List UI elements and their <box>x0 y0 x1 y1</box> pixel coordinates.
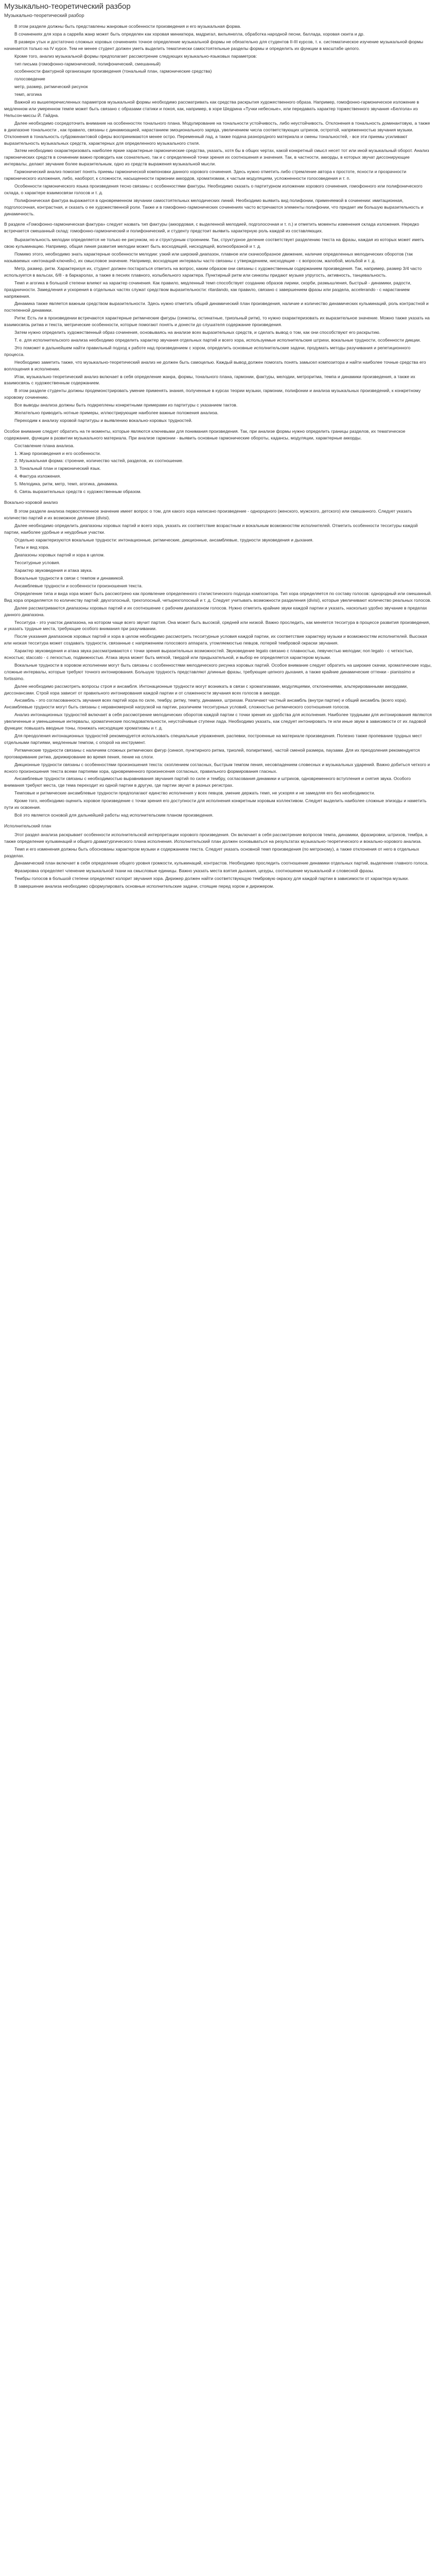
paragraph: Вокальные трудности в связи с темпом и динамикой. <box>14 575 125 581</box>
paragraph: В этом разделе студенты должны продемонстрировать умение применять знания, полученные в курсах теории музыки, гармонии, полифонии и анализа музыкальных произведений, к конкретному хоровому сочинению. <box>4 388 421 400</box>
paragraph: В завершение анализа необходимо сформулировать основные исполнительские задачи, стоящие перед хором и дирижером. <box>14 884 274 889</box>
paragraph: Тесситурные условия. <box>14 560 60 566</box>
paragraph: Гармонический анализ помогает понять приемы гармонической компоновки данного хорового сочинения. Здесь нужно отметить либо стремление автора к простоте, ясности и прозрачности гармонического изложения, либо, наоборот, к сложности, насыщенности гармонии аккордов, хроматизмам, к частым модуляциям, усложненности голосоведения и т. п. <box>4 169 407 181</box>
paragraph: Составление плана анализа. <box>14 443 75 448</box>
paragraph: Это поможет в дальнейшем найти правильный подход к работе над произведением с хором, определить основные исполнительские задачи, продумать методы разучивания и репетиционного процесса. <box>4 345 411 357</box>
paragraph: Далее необходимо рассмотреть вопросы строя и ансамбля. Интонационные трудности могут возникать в связи с хроматизмами, модуляциями, отклонениями, альтерированными аккордами, диссонансами. Строй хора зависит от правильного интонирования каждой партии и от слаженности звучания всех голосов в аккорде. <box>4 683 408 696</box>
paragraph: Характер звуковедения и атака звука. <box>14 568 93 573</box>
paragraph: Т. е. для исполнительского анализа необходимо определить характер звучания отдельных партий и всего хора, используемые исполнительские штрихи, вокальные трудности, особенности дикции. <box>14 337 421 343</box>
paragraph: После указания диапазонов хоровых партий и хора в целом необходимо рассмотреть тесситурные условия каждой партии, их соответствие характеру музыки и возможностям исполнителей. Высокая или низкая тесситура может создавать трудности, связанные с напряжением голосового аппарата, утомляемостью певцов, потерей тембровой окраски звучания. <box>4 634 427 646</box>
paragraph: В разверн утых и достаточно сложных хоровых сочинениях точное определение музыкальной формы не обязательно для студентов II-III курсов, т. к. систематическое изучение музыкальной формы начинается только на IV курсе. Тем не менее студент должен уметь выделить тематически самостоятельные разделы формы и определить их функции в масштабе целого. <box>4 39 424 51</box>
paragraph: Желательно приводить нотные примеры, иллюстрирующие наиболее важные положения анализа. <box>14 410 219 416</box>
paragraph: Для преодоления интонационных трудностей рекомендуется использовать специальные упражнения, распевки, построенные на материале произведения. Полезно также пропевание трудных мест отдельными партиями, медленным темпом, с опорой на инструмент. <box>4 733 422 745</box>
paragraph: темп, агогика <box>14 92 42 97</box>
paragraph: Итак, музыкально-теоретический анализ включает в себя определение жанра, формы, тонального плана, гармонии, фактуры, мелодии, метроритма, темпа и динамики произведения, а также их взаимосвязь с художественным содержанием. <box>4 374 415 386</box>
paragraph: Типы и вид хора. <box>14 545 49 550</box>
paragraph: 5. Мелодика, ритм, метр, темп, агогика, динамика. <box>14 481 118 487</box>
section-heading: Исполнительский план <box>4 823 51 828</box>
paragraph: Кроме того, необходимо оценить хоровое произведение с точки зрения его доступности для исполнения конкретным хоровым коллективом. Следует выделить наиболее сложные эпизоды и наметить пути их освоения. <box>4 798 427 810</box>
document-page <box>0 0 436 894</box>
paragraph: Особое внимание следует обратить на те моменты, которые являются ключевыми для понимания произведения. Так, при анализе формы нужно определить границы разделов, их тематическое содержание, функции в развитии музыкального материала. При анализе гармонии - выявить основные гармонические обороты, кадансы, модуляции, характерные аккорды. <box>4 428 406 440</box>
paragraph: 6. Связь выразительных средств с художественным образом. <box>14 489 142 495</box>
paragraph: Динамический план включает в себя определение общего уровня громкости, кульминаций, контрастов. Необходимо проследить соотношение динамики отдельных партий, выделение главного голоса. <box>14 860 429 866</box>
paragraph: Динамика также является важным средством выразительности. Здесь нужно отметить общий динамический план произведения, наличие и количество динамических кульминаций, роль контрастной и постепенной динамики. <box>4 301 429 313</box>
document-body <box>4 23 432 890</box>
paragraph: Затем необходимо охарактеризовать наиболее яркие характерные гармонические средства, указать, хотя бы в общих чертах, какой конкретный смысл несет тот или иной музыкальный оборот. Анализ гармонических средств в сочинении важно проводить как сознательно, так и с определенной точки зрения их соотношения и значения. Так, в частности, аккорды, в которых звучат диссонирующие интервалы, делают звучание более выразительным, одно из средств выражения музыкальной мысли. <box>4 148 429 167</box>
paragraph: Затем нужно определить художественный образ сочинения, основываясь на анализе всех выразительных средств, и сделать вывод о том, как они способствуют его раскрытию. <box>14 330 381 335</box>
paragraph: Метр, размер, ритм. Характеризуя их, студент должен постараться ответить на вопрос, каким образом они связаны с художественным содержанием произведения. Так, например, размер 3/4 часто используется в вальсах, 6/8 - в баркаролах, а также в песнях плавного, колыбельного характера. Пунктирный ритм или синкопы придают музыке упругость, активность, танцевальность. <box>4 265 422 278</box>
paragraph: Ритм: Есть ли в произведении встречаются характерные ритмические фигуры (синкопы, остинатные, триольный ритм), то нужно охарактеризовать их выразительное значение. Можно также указать на взаимосвязь ритма и текста, метрические особенности, которые помогают понять и донести до слушателя содержание произведения. <box>4 315 430 328</box>
paragraph: Ритмические трудности связаны с наличием сложных ритмических фигур (синкоп, пунктирного ритма, триолей, полиритмии), частой сменой размера, паузами. Для их преодоления рекомендуется проговаривание ритма, дирижирование во время пения, пение на слоги. <box>4 747 420 759</box>
paragraph: Тембры голосов в большой степени определяют колорит звучания хора. Дирижер должен найти соответствующую тембровую окраску для каждой партии в зависимости от характера музыки. <box>14 876 409 882</box>
paragraph: Выразительность мелодии определяется не только ее рисунком, но и структурным строением. Так, структурное деление соответствует разделению текста на фразы, каждая из которых может иметь свою кульминацию. Например, общая линия развития мелодии может быть восходящей, нисходящей, волнообразной и т. д. <box>4 237 424 249</box>
paragraph: Далее необходимо определить диапазоны хоровых партий и всего хора, указать их соответствие возрастным и вокальным возможностям исполнителей. Отметить особенности тесситуры каждой партии, наиболее удобные и неудобные участки. <box>4 522 418 535</box>
paragraph: Переходим к анализу хоровой партитуры и выявлению вокально-хоровых трудностей. <box>14 417 193 423</box>
section-subtitle: Музыкально-теоретический разбор <box>4 13 84 19</box>
paragraph: Помимо этого, необходимо знать характерные особенности мелодии: узкий или широкий диапазон, плавное или скачкообразное движение, наличие определенных мелодических оборотов (так называемых «интонаций-ключей»), их смысловое значение. Например, восходящие интервалы часто связаны с утверждением, нисходящие - с вопросом, жалобой, мольбой и т. д. <box>4 251 413 263</box>
paragraph: Отдельно характеризуются вокальные трудности: интонационные, ритмические, дикционные, ансамблевые, трудности звуковедения и дыхания. <box>14 537 314 543</box>
paragraph: Особенности гармонического языка произведения тесно связаны с особенностями фактуры. Необходимо сказать о партитурном изложении хорового сочинения, гомофонного или полифонического склада, о характере взаимосвязи голосов и т. д. <box>4 183 423 195</box>
paragraph: Анализ интонационных трудностей включает в себя рассмотрение мелодических оборотов каждой партии с точки зрения их удобства для исполнения. Наиболее трудными для интонирования являются увеличенные и уменьшенные интервалы, хроматические последовательности, неустойчивые ступени лада. Необходимо указать, как следует интонировать те или иные звуки в зависимости от их ладовой функции: повышать вводные тоны, понижать нисходящие хроматизмы и т. д. <box>4 712 432 731</box>
paragraph: Определение типа и вида хора может быть рассмотрено как проявление определенного стилистического подхода композитора. Тип хора определяется по составу голосов: однородный или смешанный. Вид хора определяется по количеству партий: двухголосный, трехголосный, четырехголосный и т. д. Следует учитывать возможности разделения (divisi), которые увеличивают количество реальных голосов. <box>4 590 432 603</box>
paragraph: Фразировка определяет членение музыкальной ткани на смысловые единицы. Важно указать места взятия дыхания, цезуры, соотношение музыкальной и словесной фразы. <box>14 868 374 874</box>
paragraph: Важной из вышеперечисленных параметров музыкальной формы необходимо рассматривать как средства раскрытия художественного образа. Например, гомофонно-гармоническое изложение в медленном или умеренном темпе может быть связано с образами статики и покоя, как, например, в хоре Шедрина «Тучки небесные», или передавать характер торжественного звучания «Белгола» из Нельсон-миссы Й. Гайдна. <box>4 99 420 118</box>
paragraph: Далее необходимо сосредоточить внимание на особенностях тонального плана. Модулирование на тональности устойчивость, либо неустойчивость. Отклонения в тональность доминантовую, а также в диапазоне тональности , как правило, связаны с динамизацией, нарастанием эмоционального заряда, увеличением числа соответствующих штрихов, остротой, напряженностью звучания музыки. Отклонения в тональность субдоминантовой сферы воспринимаются менее остро. Переменный лад, а также подача разнородного материала и смены тональностей, - все эти приемы усиливают выразительность музыкальных средств, характерных для определенного музыкального стиля. <box>4 120 430 146</box>
paragraph: Полифоническая фактура выражается в одновременном звучании самостоятельных мелодических линий. Необходимо выявить вид полифонии, применяемой в сочинении: имитационная, подголосочная, контрастная, и сказать о ее художественной роли. Также и в гомофонно-гармонических сочинениях часто встречаются элементы полифонии, что придает им большую выразительность и динамичность. <box>4 197 424 216</box>
paragraph: В этом разделе анализа первостепенное значение имеет вопрос о том, для какого хора написано произведение - однородного (женского, мужского, детского) или смешанного. Следует указать количество партий и их возможное деление (divisi). <box>4 508 412 520</box>
paragraph: 3. Тональный план и гармонический язык. <box>14 466 101 471</box>
paragraph: тип письма (гомофонно-гармонический, полифонический, смешанный) <box>14 61 161 66</box>
paragraph: Темповые и ритмические ансамблевые трудности предполагают единство исполнения у всех певцов, умение держать темп, не ускоряя и не замедляя его без необходимости. <box>14 790 375 796</box>
paragraph: Кроме того, анализ музыкальной формы предполагает рассмотрение следующих музыкально-языковых параметров: <box>14 53 257 59</box>
section-heading: Вокально-хоровой анализ <box>4 500 58 505</box>
paragraph: Темп и его изменения должны быть обоснованы характером музыки и содержанием текста. Следует указать основной темп произведения (по метроному), а также отклонения от него в отдельных разделах. <box>4 846 420 858</box>
paragraph: Все выводы анализа должны быть подкреплены конкретными примерами из партитуры с указанием тактов. <box>14 402 238 408</box>
paragraph: 4. Фактура изложения. <box>14 473 61 479</box>
paragraph: голосоведение <box>14 76 45 82</box>
paragraph: Вокальные трудности в хоровом исполнении могут быть связаны с особенностями мелодического рисунка хоровых партий. Особое внимание следует обратить на широкие скачки, хроматические ходы, сложные интервалы, которые требуют точного интонирования. Большую трудность представляют длинные фразы, требующие цепного дыхания, а также крайние динамические оттенки - pianissimo и fortissimo. <box>4 662 432 681</box>
paragraph: Тесситура - это участок диапазона, на котором чаще всего звучит партия. Она может быть высокой, средней или низкой. Важно проследить, как меняется тесситура в процессе развития произведения, и указать трудные места, требующие особого внимания при разучивании. <box>4 619 430 632</box>
paragraph: Дикционные трудности связаны с особенностями произношения текста: скоплением согласных, быстрым темпом пения, несовпадением словесных и музыкальных ударений. Важно добиться четкого и ясного произношения текста всеми партиями хора, одновременного произнесения согласных, правильного формирования гласных. <box>4 761 430 774</box>
paragraph: Этот раздел анализа раскрывает особенности исполнительской интерпретации хорового произведения. Он включает в себя рассмотрение вопросов темпа, динамики, фразировки, штрихов, тембра, а также определение кульминаций и общего драматургического плана исполнения. Исполнительский план должен основываться на результатах музыкально-теоретического и вокально-хорового анализа. <box>4 832 428 844</box>
paragraph: особенности фактурной организации произведения (тональный план, гармонические средства) <box>14 69 212 74</box>
paragraph: метр, размер, ритмический рисунок <box>14 84 88 90</box>
paragraph: 2. Музыкальная форма: строение, количество частей, разделов, их соотношение. <box>14 458 184 464</box>
section-heading: В разделе «Гомофонно-гармоническая фактура» следует назвать тип фактуры (аккордовая, с выделенной мелодией, подголосочная и т. п.) и отметить моменты изменения склада изложения. Нередко встречается смешанный склад: гомофонно-гармонический и полифонический, и студенту предстоит выявить характерную роль каждой из составляющих. <box>4 222 420 234</box>
paragraph: Далее рассматриваются диапазоны хоровых партий и их соотношение с рабочим диапазоном голосов. Нужно отметить крайние звуки каждой партии и указать, насколько удобно звучание в пределах данного диапазона. <box>4 605 427 617</box>
paragraph: Всё это является основой для дальнейшей работы над исполнительским планом произведения. <box>14 812 214 818</box>
paragraph: Ансамблевые трудности и особенности произношения текста. <box>14 583 143 588</box>
paragraph: Ансамбль - это согласованность звучания всех партий хора по силе, тембру, ритму, темпу, динамике, штрихам. Различают частный ансамбль (внутри партии) и общий ансамбль (всего хора). Ансамблевые трудности могут быть связаны с неравномерной нагрузкой на партии, различием тесситурных условий, сложностью ритмического соотношения голосов. <box>4 698 407 710</box>
paragraph: В сочинениях для хора а cappella жанр может быть определен как хоровая миниатюра, мадригал, вильянелла, обработка народной песни, баллада, хоровая сюита и др. <box>14 31 365 37</box>
paragraph: В этом разделе должны быть представлены жанровые особенности произведения и его музыкальная форма. <box>14 24 241 29</box>
paragraph: Необходимо заметить также, что музыкально-теоретический анализ не должен быть самоцелью. Каждый вывод должен помогать понять замысел композитора и найти наиболее точные средства его воплощения в исполнении. <box>4 359 426 371</box>
paragraph: 1. Жанр произведения и его особенности. <box>14 450 101 456</box>
paragraph: Темп и агогика в большой степени влияют на характер сочинения. Как правило, медленный темп способствует созданию образов лирики, скорби, размышления, быстрый - динамики, радости, праздничности. Замедления и ускорения в отдельных частях служат средством выразительности: ritardando, как правило, связано с завершением фразы или раздела, accelerando - с нарастанием напряжения. <box>4 280 412 299</box>
paragraph: Диапазоны хоровых партий и хора в целом. <box>14 552 105 558</box>
paragraph: Ансамблевые трудности связаны с необходимостью выравнивания звучания партий по силе и тембру, согласования динамики и штрихов, одновременного вступления и снятия звука. Особого внимания требуют места, где тема переходит из одной партии в другую, где партии звучат в разных регистрах. <box>4 776 411 788</box>
page-title: Музыкально-теоретический разбор <box>4 2 131 11</box>
paragraph: Характер звуковедения и атака звука рассматриваются с точки зрения выразительных возможностей. Звуковедение legato связано с плавностью, певучестью мелодии; non legato - с четкостью, ясностью; staccato - с легкостью, подвижностью. Атака звука может быть мягкой, твердой или придыхательной, и выбор ее определяется характером музыки. <box>4 648 413 660</box>
